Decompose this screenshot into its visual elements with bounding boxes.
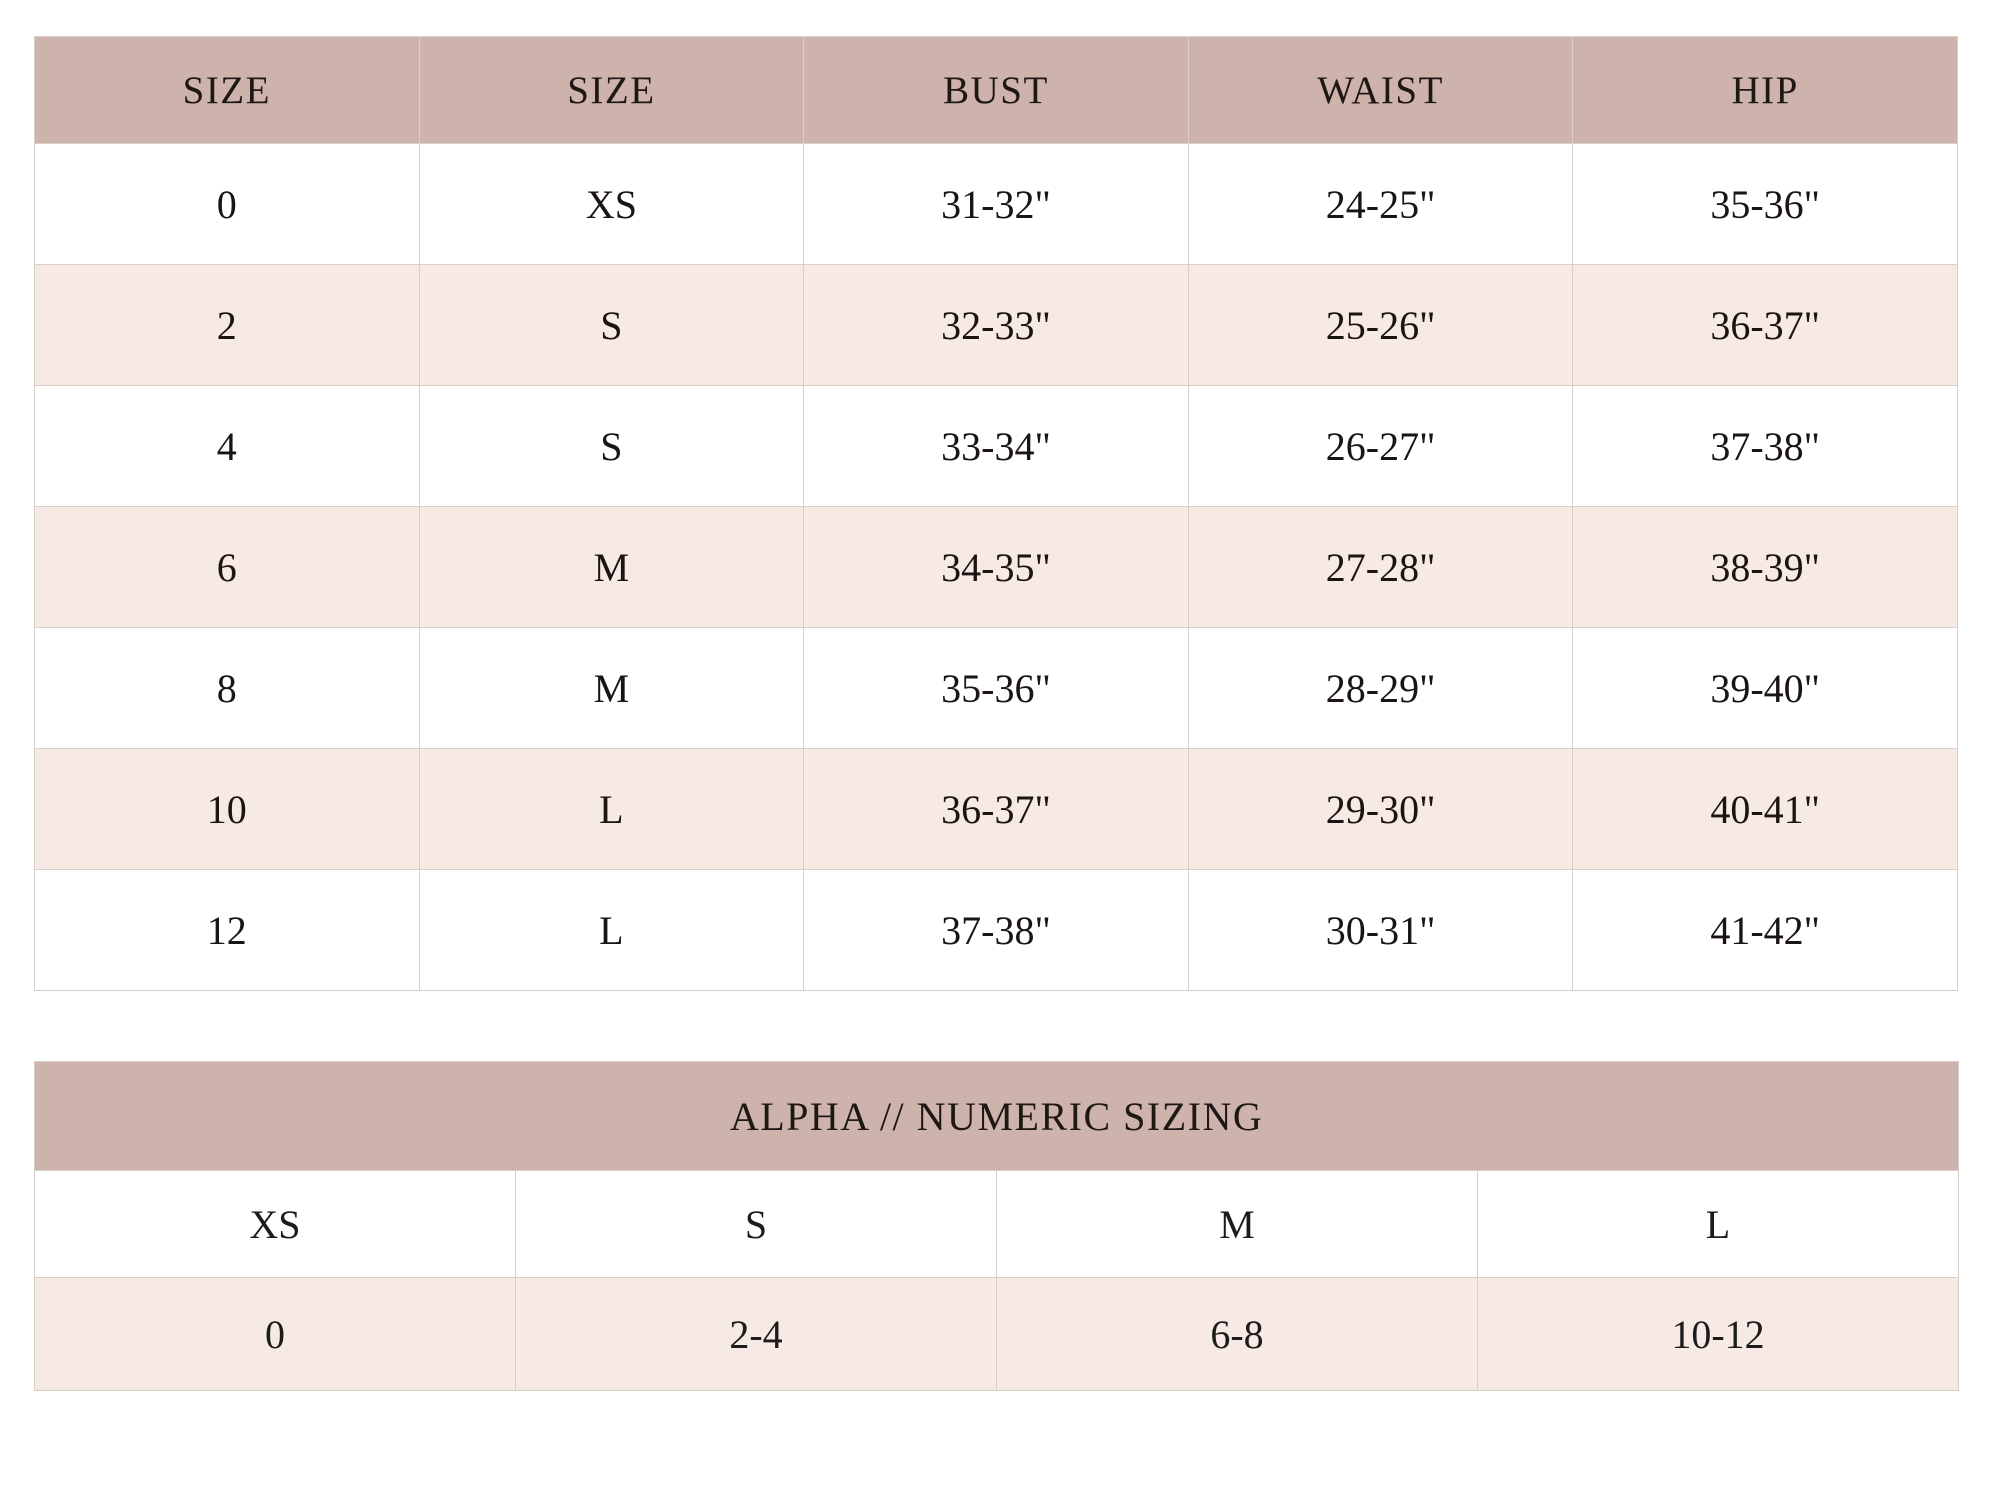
cell-hip: 38-39" xyxy=(1573,507,1958,628)
numeric-value-l: 10-12 xyxy=(1478,1278,1959,1391)
cell-hip: 41-42" xyxy=(1573,870,1958,991)
column-header-size-numeric: SIZE xyxy=(35,37,420,144)
cell-bust: 34-35" xyxy=(804,507,1189,628)
cell-waist: 26-27" xyxy=(1188,386,1573,507)
cell-bust: 36-37" xyxy=(804,749,1189,870)
cell-hip: 36-37" xyxy=(1573,265,1958,386)
numeric-values-row xyxy=(35,1278,1959,1391)
column-header-size-alpha: SIZE xyxy=(419,37,804,144)
cell-size-numeric: 12 xyxy=(35,870,420,991)
cell-hip: 40-41" xyxy=(1573,749,1958,870)
table-row xyxy=(35,144,1958,265)
cell-hip: 35-36" xyxy=(1573,144,1958,265)
cell-waist: 28-29" xyxy=(1188,628,1573,749)
numeric-value-s: 2-4 xyxy=(516,1278,997,1391)
cell-bust: 32-33" xyxy=(804,265,1189,386)
measurements-table xyxy=(34,36,1958,991)
alpha-label-m: M xyxy=(997,1171,1478,1278)
cell-size-alpha: S xyxy=(419,265,804,386)
cell-size-alpha: S xyxy=(419,386,804,507)
column-header-bust: BUST xyxy=(804,37,1189,144)
alpha-table-title-row xyxy=(35,1062,1959,1171)
cell-waist: 27-28" xyxy=(1188,507,1573,628)
column-header-waist: WAIST xyxy=(1188,37,1573,144)
cell-bust: 35-36" xyxy=(804,628,1189,749)
cell-size-alpha: L xyxy=(419,870,804,991)
cell-size-numeric: 4 xyxy=(35,386,420,507)
cell-size-alpha: L xyxy=(419,749,804,870)
cell-waist: 24-25" xyxy=(1188,144,1573,265)
table-row xyxy=(35,507,1958,628)
cell-size-alpha: M xyxy=(419,507,804,628)
numeric-value-xs: 0 xyxy=(35,1278,516,1391)
alpha-table-title: ALPHA // NUMERIC SIZING xyxy=(35,1062,1959,1171)
alpha-label-xs: XS xyxy=(35,1171,516,1278)
alpha-labels-row xyxy=(35,1171,1959,1278)
alpha-numeric-table xyxy=(34,1061,1959,1391)
cell-bust: 31-32" xyxy=(804,144,1189,265)
measurements-table-head xyxy=(35,37,1958,144)
table-row xyxy=(35,870,1958,991)
cell-hip: 37-38" xyxy=(1573,386,1958,507)
column-header-hip: HIP xyxy=(1573,37,1958,144)
alpha-label-s: S xyxy=(516,1171,997,1278)
table-row xyxy=(35,386,1958,507)
alpha-numeric-table-body xyxy=(35,1062,1959,1391)
table-row xyxy=(35,265,1958,386)
cell-size-alpha: XS xyxy=(419,144,804,265)
cell-size-numeric: 8 xyxy=(35,628,420,749)
cell-bust: 37-38" xyxy=(804,870,1189,991)
cell-size-numeric: 10 xyxy=(35,749,420,870)
alpha-label-l: L xyxy=(1478,1171,1959,1278)
table-header-row xyxy=(35,37,1958,144)
table-row xyxy=(35,749,1958,870)
cell-size-alpha: M xyxy=(419,628,804,749)
cell-waist: 25-26" xyxy=(1188,265,1573,386)
table-spacer xyxy=(34,991,1958,1061)
cell-waist: 30-31" xyxy=(1188,870,1573,991)
cell-size-numeric: 6 xyxy=(35,507,420,628)
table-row xyxy=(35,628,1958,749)
cell-size-numeric: 2 xyxy=(35,265,420,386)
cell-hip: 39-40" xyxy=(1573,628,1958,749)
numeric-value-m: 6-8 xyxy=(997,1278,1478,1391)
measurements-table-body xyxy=(35,144,1958,991)
cell-bust: 33-34" xyxy=(804,386,1189,507)
cell-waist: 29-30" xyxy=(1188,749,1573,870)
cell-size-numeric: 0 xyxy=(35,144,420,265)
